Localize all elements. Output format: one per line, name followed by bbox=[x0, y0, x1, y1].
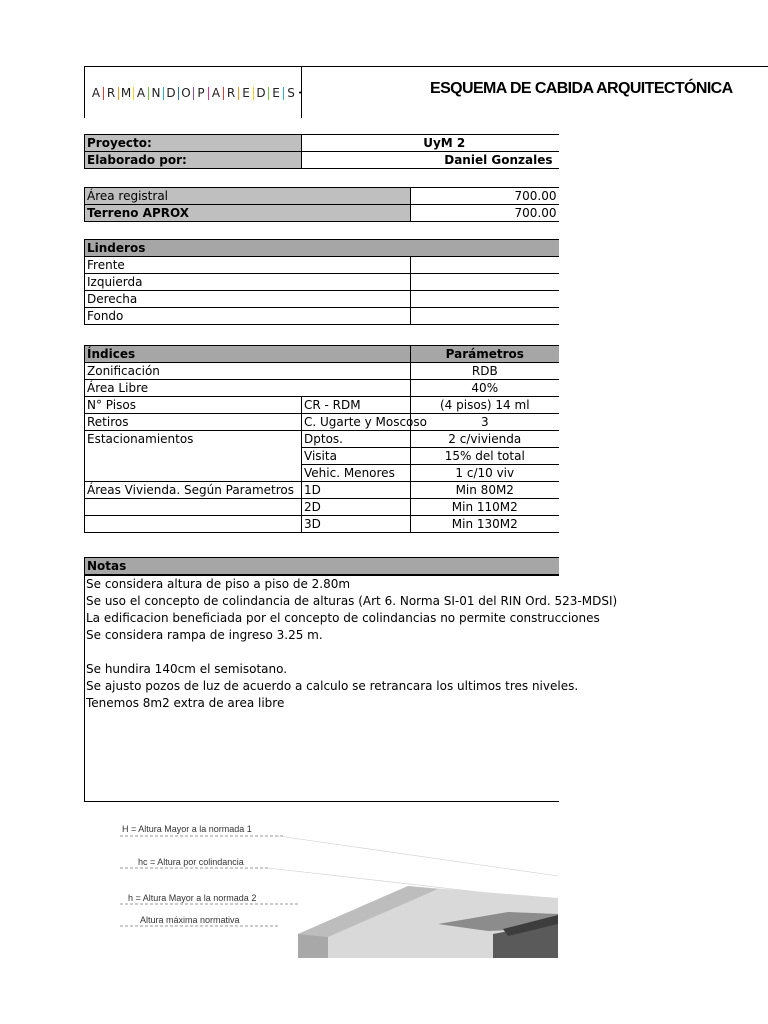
project-label[interactable]: Proyecto: bbox=[85, 135, 302, 152]
logo-letter: E bbox=[272, 86, 280, 100]
indice-label[interactable]: Retiros bbox=[85, 414, 302, 431]
project-value[interactable]: UyM 2 bbox=[302, 135, 559, 152]
logo-separator bbox=[133, 87, 134, 100]
logo-letter: D bbox=[256, 86, 266, 100]
table-row bbox=[85, 308, 559, 325]
table-row bbox=[85, 205, 559, 222]
colindancia-diagram-graphic bbox=[108, 816, 558, 958]
lindero-label[interactable]: Frente bbox=[85, 257, 411, 274]
indice-value[interactable]: 2 c/vivienda bbox=[411, 431, 559, 448]
indice-sublabel[interactable]: Visita bbox=[302, 448, 411, 465]
lindero-label[interactable]: Fondo bbox=[85, 308, 411, 325]
author-label[interactable]: Elaborado por: bbox=[85, 152, 302, 169]
indice-value[interactable]: Min 130M2 bbox=[411, 516, 559, 533]
area-registral-label[interactable]: Área registral bbox=[85, 188, 411, 205]
logo-separator bbox=[178, 87, 179, 100]
table-row bbox=[85, 465, 559, 482]
logo-letter: S bbox=[287, 86, 295, 100]
indice-value[interactable]: RDB bbox=[411, 363, 559, 380]
logo-separator bbox=[208, 87, 209, 100]
logo-dot-icon: • bbox=[298, 89, 303, 97]
indice-label[interactable]: N° Pisos bbox=[85, 397, 302, 414]
nota-line bbox=[85, 644, 559, 661]
logo-letter: R bbox=[106, 86, 116, 100]
table-row bbox=[85, 499, 559, 516]
logo-letter: A bbox=[211, 86, 221, 100]
indice-sublabel[interactable]: CR - RDM bbox=[302, 397, 411, 414]
area-table bbox=[84, 187, 559, 222]
indice-value[interactable]: 15% del total bbox=[411, 448, 559, 465]
indice-label[interactable] bbox=[85, 499, 302, 516]
logo-separator bbox=[283, 87, 284, 100]
terreno-value[interactable]: 700.00 bbox=[411, 205, 559, 222]
table-row bbox=[85, 516, 559, 533]
indice-sublabel[interactable]: 3D bbox=[302, 516, 411, 533]
nota-line: Se considera rampa de ingreso 3.25 m. bbox=[86, 628, 323, 642]
logo-letter: N bbox=[151, 86, 161, 100]
lindero-value[interactable] bbox=[411, 291, 559, 308]
indice-value[interactable]: (4 pisos) 14 ml bbox=[411, 397, 559, 414]
logo-letter: D bbox=[166, 86, 176, 100]
linderos-table bbox=[84, 239, 559, 325]
lindero-label[interactable]: Izquierda bbox=[85, 274, 411, 291]
logo-letter: E bbox=[242, 86, 250, 100]
table-row bbox=[85, 397, 559, 414]
logo-separator bbox=[253, 87, 254, 100]
nota-line: Tenemos 8m2 extra de area libre bbox=[86, 696, 285, 710]
indice-sublabel[interactable]: Dptos. bbox=[302, 431, 411, 448]
logo-letter: A bbox=[136, 86, 146, 100]
logo-letter: M bbox=[120, 86, 132, 100]
indice-label[interactable]: Área Libre bbox=[85, 380, 411, 397]
indice-value[interactable]: Min 80M2 bbox=[411, 482, 559, 499]
logo-separator bbox=[163, 87, 164, 100]
indice-label[interactable]: Zonificación bbox=[85, 363, 411, 380]
logo-separator bbox=[268, 87, 269, 100]
table-row bbox=[85, 135, 559, 152]
project-table bbox=[84, 134, 559, 169]
table-header-row bbox=[85, 346, 559, 363]
diagram-label-h2: h = Altura Mayor a la normada 2 bbox=[128, 893, 257, 903]
indice-sublabel[interactable]: 1D bbox=[302, 482, 411, 499]
table-row bbox=[85, 414, 559, 431]
indice-value[interactable]: 1 c/10 viv bbox=[411, 465, 559, 482]
lindero-value[interactable] bbox=[411, 257, 559, 274]
table-header-row bbox=[85, 240, 559, 257]
nota-line: Se considera altura de piso a piso de 2.80m bbox=[86, 577, 351, 591]
notas-table bbox=[84, 557, 559, 575]
indice-sublabel[interactable]: Vehic. Menores bbox=[302, 465, 411, 482]
company-logo bbox=[90, 84, 302, 102]
logo-separator bbox=[103, 87, 104, 100]
indice-sublabel[interactable]: C. Ugarte y Moscoso bbox=[302, 414, 411, 431]
parametros-header[interactable]: Parámetros bbox=[411, 346, 559, 363]
diagram-label-max: Altura máxima normativa bbox=[140, 915, 240, 925]
logo-separator bbox=[238, 87, 239, 100]
table-row bbox=[85, 188, 559, 205]
linderos-header[interactable]: Linderos bbox=[85, 240, 559, 257]
indice-value[interactable]: 40% bbox=[411, 380, 559, 397]
lindero-label[interactable]: Derecha bbox=[85, 291, 411, 308]
table-row bbox=[85, 152, 559, 169]
logo-separator bbox=[223, 87, 224, 100]
indices-table bbox=[84, 345, 559, 533]
indice-label[interactable]: Estacionamientos bbox=[85, 431, 302, 448]
indice-value[interactable]: 3 bbox=[411, 414, 559, 431]
page-title: ESQUEMA DE CABIDA ARQUITECTÓNICA bbox=[430, 80, 733, 97]
table-row bbox=[85, 257, 559, 274]
header-top-border bbox=[84, 66, 768, 67]
lindero-value[interactable] bbox=[411, 308, 559, 325]
table-row bbox=[85, 482, 559, 499]
indice-label[interactable] bbox=[85, 465, 302, 482]
colindancia-diagram bbox=[108, 816, 558, 958]
lindero-value[interactable] bbox=[411, 274, 559, 291]
table-row bbox=[85, 448, 559, 465]
table-header-row bbox=[85, 558, 559, 575]
table-row bbox=[85, 380, 559, 397]
logo-letter: P bbox=[197, 86, 205, 100]
indice-label[interactable] bbox=[85, 448, 302, 465]
nota-line: Se uso el concepto de colindancia de alturas (Art 6. Norma SI-01 del RIN Ord. 523-MDSI) bbox=[86, 594, 618, 608]
diagram-label-hc: hc = Altura por colindancia bbox=[138, 857, 244, 867]
nota-line: Se ajusto pozos de luz de acuerdo a calculo se retrancara los ultimos tres niveles. bbox=[86, 679, 579, 693]
logo-letter: R bbox=[226, 86, 236, 100]
indice-sublabel[interactable]: 2D bbox=[302, 499, 411, 516]
table-row bbox=[85, 363, 559, 380]
header-left-border bbox=[84, 66, 85, 118]
notas-header[interactable]: Notas bbox=[85, 558, 559, 575]
logo-letter: O bbox=[181, 86, 191, 100]
logo-letter: A bbox=[91, 86, 101, 100]
nota-line: Se hundira 140cm el semisotano. bbox=[86, 662, 288, 676]
table-row bbox=[85, 291, 559, 308]
author-value[interactable]: Daniel Gonzales bbox=[302, 152, 559, 169]
diagram-label-h: H = Altura Mayor a la normada 1 bbox=[122, 824, 252, 834]
indice-label[interactable] bbox=[85, 516, 302, 533]
indice-label[interactable]: Áreas Vivienda. Según Parametros bbox=[85, 482, 302, 499]
indices-header[interactable]: Índices bbox=[85, 346, 411, 363]
logo-separator bbox=[148, 87, 149, 100]
logo-separator bbox=[118, 87, 119, 100]
notas-body[interactable] bbox=[84, 575, 618, 802]
indice-value[interactable]: Min 110M2 bbox=[411, 499, 559, 516]
logo-separator bbox=[193, 87, 194, 100]
nota-line: La edificacion beneficiada por el concepto de colindancias no permite construcciones bbox=[86, 611, 600, 625]
table-row bbox=[85, 431, 559, 448]
terreno-label[interactable]: Terreno APROX bbox=[85, 205, 411, 222]
area-registral-value[interactable]: 700.00 bbox=[411, 188, 559, 205]
table-row bbox=[85, 274, 559, 291]
